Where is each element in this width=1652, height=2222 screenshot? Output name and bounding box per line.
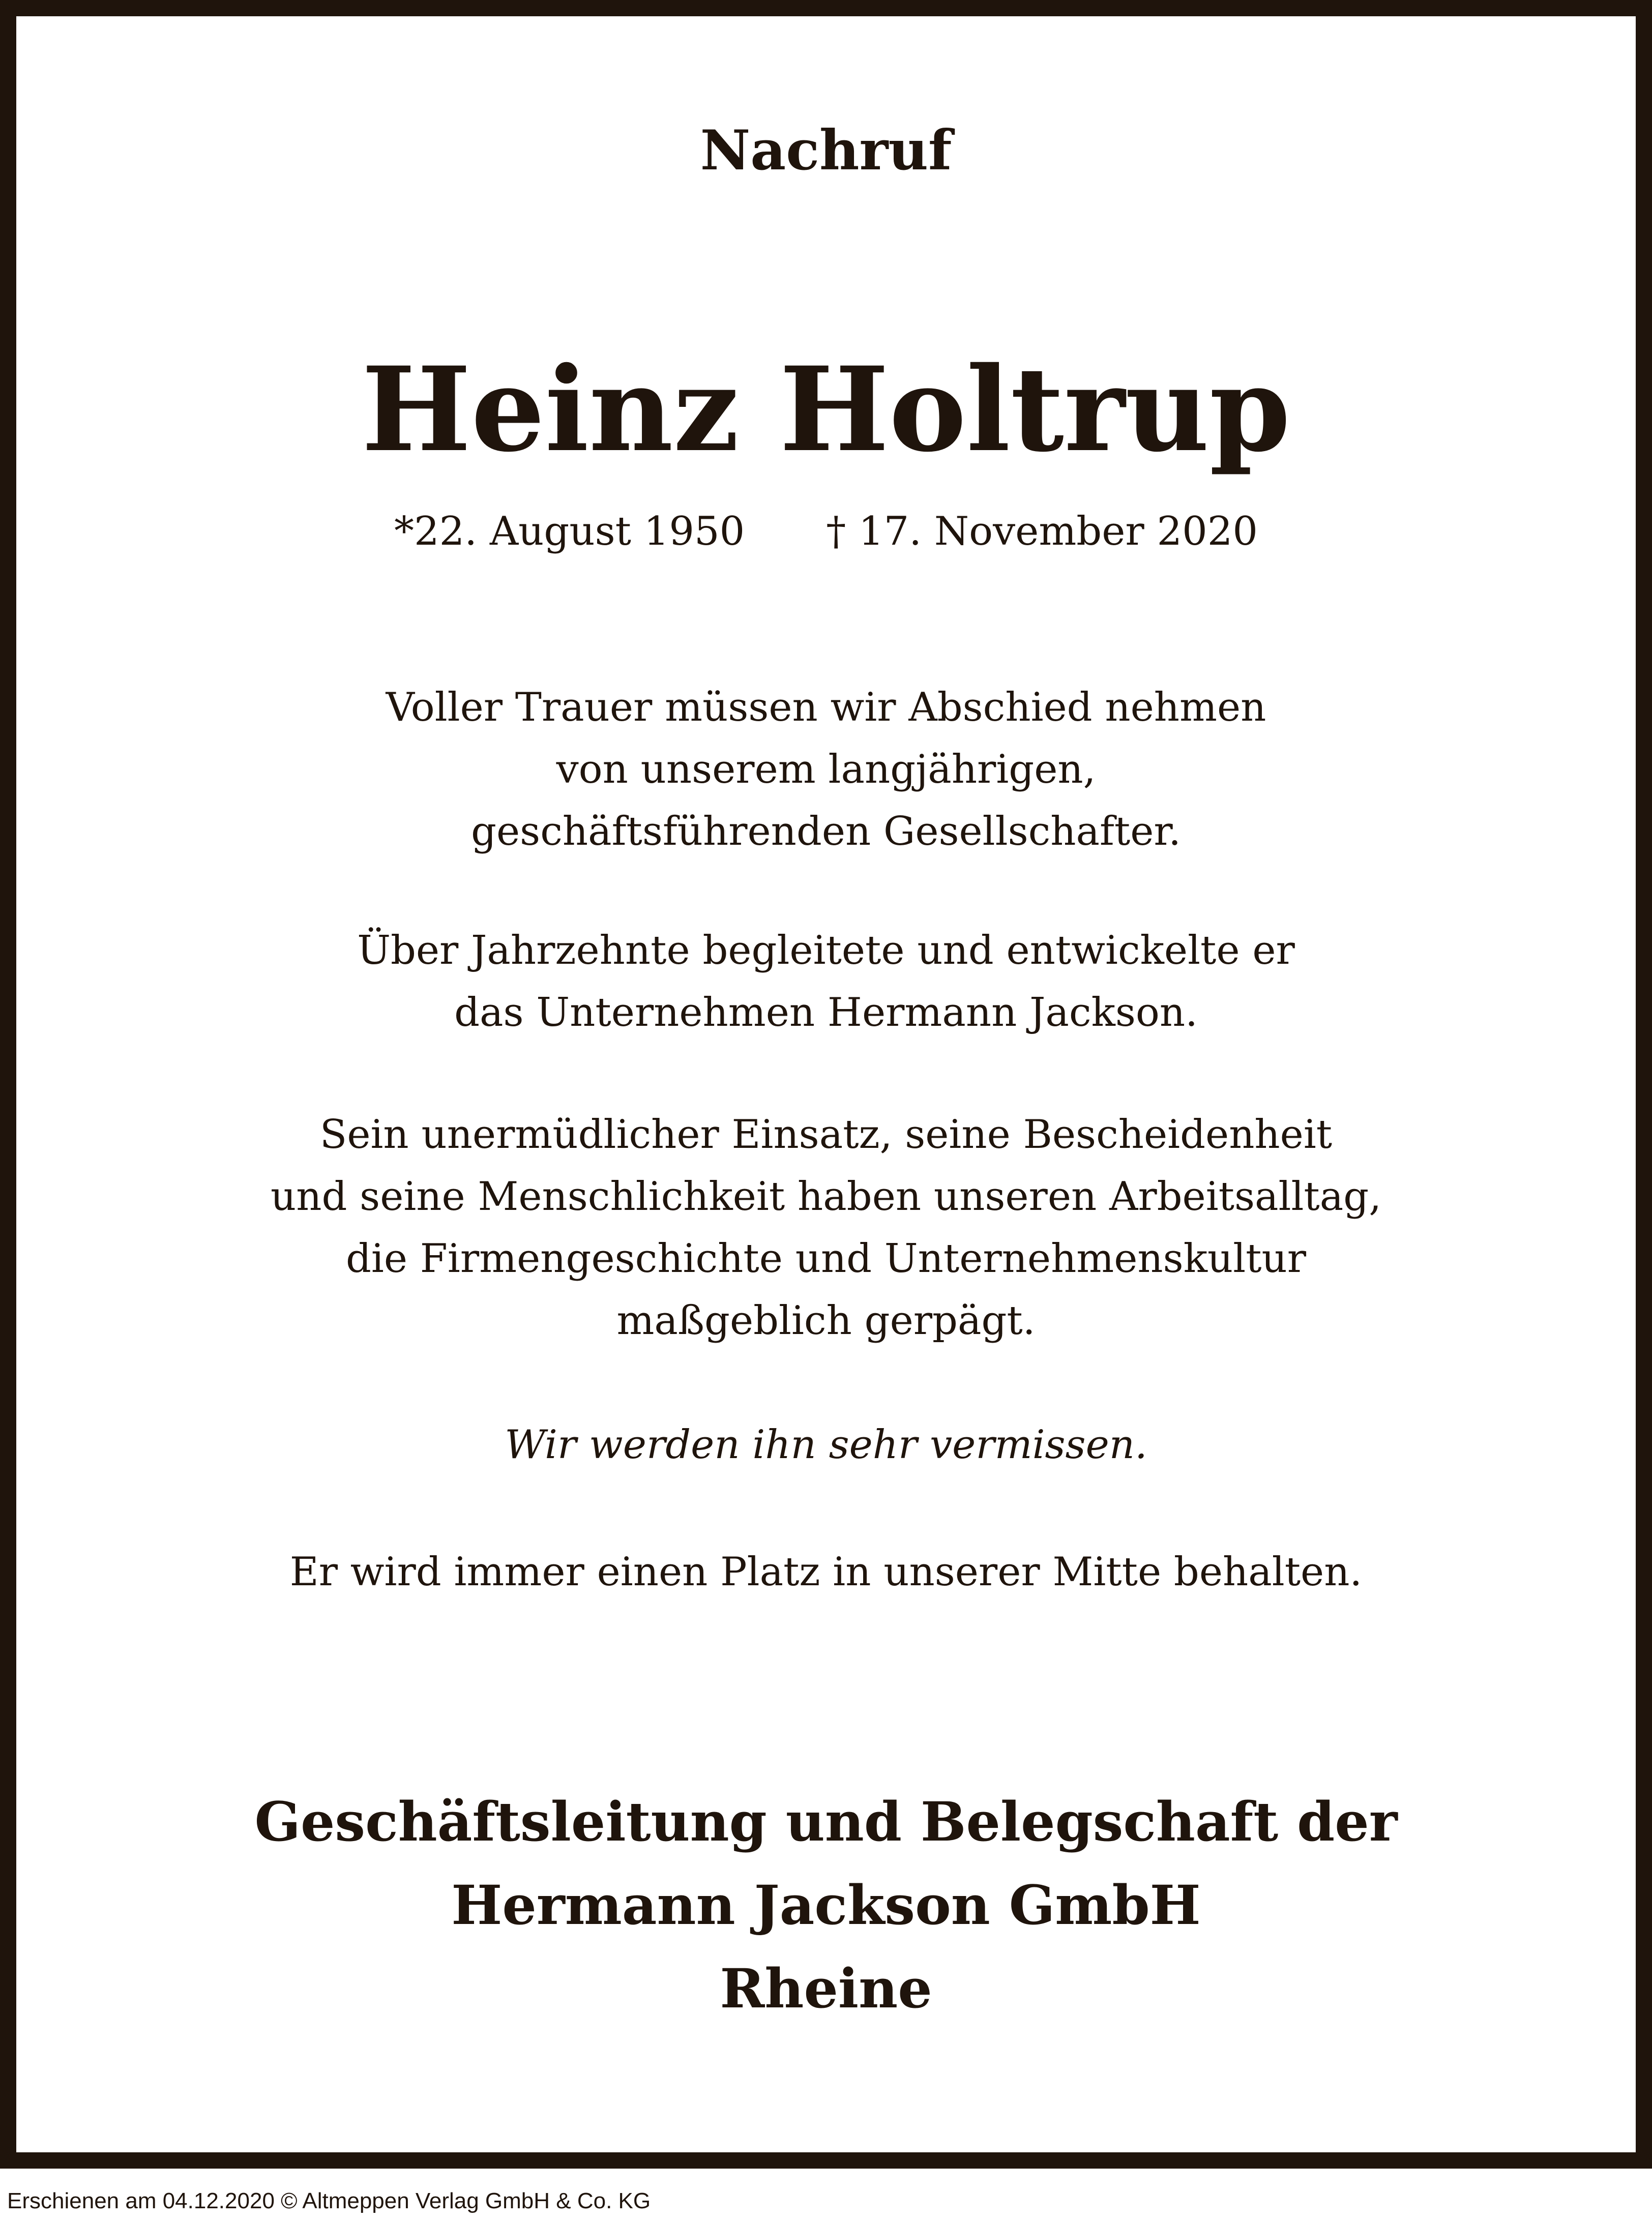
text-line: und seine Menschlichkeit haben unseren Arbeitsalltag, xyxy=(270,1174,1382,1220)
birth-date: *22. August 1950 xyxy=(394,509,745,554)
text-line: Voller Trauer müssen wir Abschied nehmen xyxy=(386,685,1266,730)
text-line: maßgeblich gerpägt. xyxy=(616,1298,1036,1344)
publication-footer: Erschienen am 04.12.2020 © Altmeppen Verlag GmbH & Co. KG xyxy=(7,2188,651,2213)
text-line: das Unternehmen Hermann Jackson. xyxy=(454,990,1198,1035)
paragraph-miss: Wir werden ihn sehr vermissen. xyxy=(505,1422,1147,1468)
text-line: geschäftsführenden Gesellschafter. xyxy=(471,809,1181,854)
text-line: Sein unermüdlicher Einsatz, seine Bescheidenheit xyxy=(319,1112,1333,1158)
paragraph-tribute xyxy=(0,1104,1652,1352)
paragraph-farewell xyxy=(0,676,1652,863)
text-line: die Firmengeschichte und Unternehmenskultur xyxy=(345,1236,1307,1282)
death-date: † 17. November 2020 xyxy=(826,509,1258,554)
text-line: Über Jahrzehnte begleitete und entwickelte er xyxy=(357,928,1295,973)
paragraph-remembrance: Er wird immer einen Platz in unserer Mitte behalten. xyxy=(289,1549,1363,1595)
signature-line: Hermann Jackson GmbH xyxy=(451,1873,1201,1937)
signature-line: Rheine xyxy=(720,1957,932,2020)
signature-block xyxy=(0,1780,1652,2030)
text-line: von unserem langjährigen, xyxy=(556,747,1096,792)
notice-heading: Nachruf xyxy=(700,118,952,183)
life-dates xyxy=(0,503,1652,559)
deceased-name: Heinz Holtrup xyxy=(361,341,1291,478)
signature-line: Geschäftsleitung und Belegschaft der xyxy=(254,1790,1398,1853)
paragraph-career xyxy=(0,920,1652,1044)
